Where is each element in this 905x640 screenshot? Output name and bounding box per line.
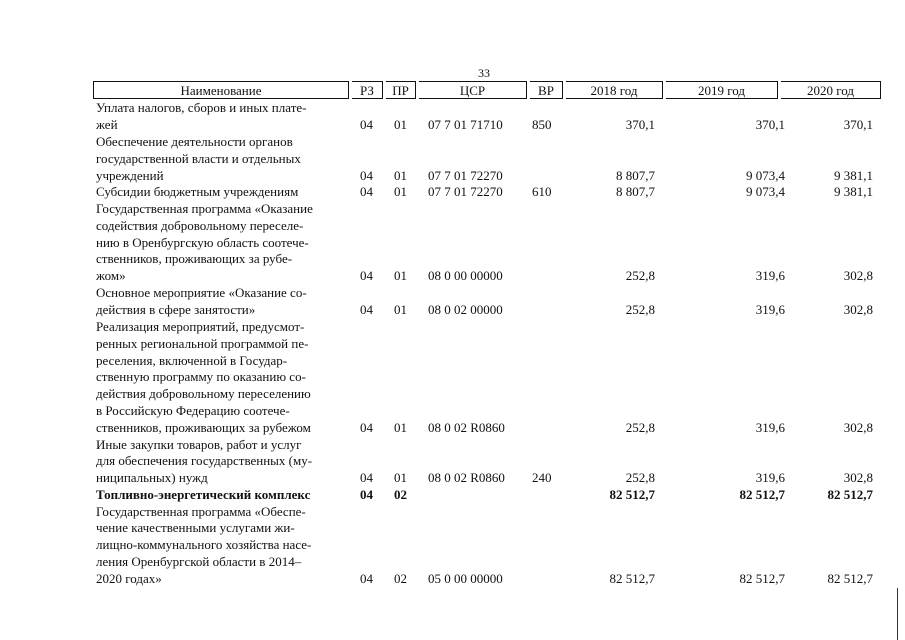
row-name: Государственная программа «Оказание содействия добровольному переселе- нию в Оренбургскую область соотече- ственников, проживающих за рубе- жом» (96, 201, 313, 284)
row-pr: 01 (394, 167, 407, 183)
row-pr: 01 (394, 419, 407, 435)
row-2018: 252,8 (625, 419, 655, 435)
scan-edge-divider (897, 588, 898, 640)
header-csr: ЦСР (419, 81, 527, 99)
header-vr: ВР (530, 81, 563, 99)
row-name: Обеспечение деятельности органов государственной власти и отдельных учреждений (96, 134, 301, 183)
row-name: Топливно-энергетический комплекс (96, 486, 311, 502)
row-2018: 252,8 (625, 268, 655, 284)
row-rz: 04 (360, 167, 373, 183)
row-name: Реализация мероприятий, предусмот- ренных региональной программой пе- реселения, включенной в Государ- ственную программу по оказанию со- действия добровольному переселению в Российскую Федерацию соотече- ственников, проживающих за рубежом (96, 319, 311, 435)
row-2019: 319,6 (755, 268, 785, 284)
row-2018: 370,1 (625, 116, 655, 132)
row-rz: 04 (360, 116, 373, 132)
row-2018: 252,8 (625, 470, 655, 486)
row-rz: 04 (360, 268, 373, 284)
row-pr: 01 (394, 268, 407, 284)
table-header (0, 81, 905, 101)
row-name: Иные закупки товаров, работ и услуг для обеспечения государственных (му- ниципальных) нужд (96, 436, 313, 486)
row-pr: 01 (394, 470, 407, 486)
row-csr: 08 0 02 R0860 (428, 419, 505, 435)
header-2020: 2020 год (781, 81, 881, 99)
row-csr: 07 7 01 72270 (428, 184, 503, 199)
row-name: Государственная программа «Обеспе- чение качественными услугами жи- лищно-коммунального хозяйства насе- ления Оренбургской области в 2014– 2020 годах» (96, 503, 312, 586)
row-2018: 252,8 (625, 301, 655, 317)
row-2019: 82 512,7 (739, 570, 785, 586)
row-2019: 9 073,4 (746, 167, 785, 183)
page-number: 33 (478, 66, 490, 80)
row-2020: 370,1 (843, 116, 873, 132)
row-2018: 8 807,7 (616, 184, 655, 199)
header-rz: РЗ (352, 81, 383, 99)
row-2018: 82 512,7 (609, 486, 655, 502)
row-csr: 07 7 01 71710 (428, 116, 503, 132)
row-2019: 82 512,7 (739, 486, 785, 502)
row-rz: 04 (360, 486, 373, 502)
row-name: Уплата налогов, сборов и иных плате- жей (96, 100, 307, 132)
row-csr: 08 0 02 00000 (428, 301, 503, 317)
row-rz: 04 (360, 184, 373, 199)
row-rz: 04 (360, 570, 373, 586)
row-2019: 319,6 (755, 301, 785, 317)
header-pr: ПР (386, 81, 416, 99)
row-2020: 302,8 (843, 301, 873, 317)
row-2020: 82 512,7 (827, 570, 873, 586)
row-pr: 01 (394, 301, 407, 317)
header-2019: 2019 год (666, 81, 778, 99)
row-vr: 850 (532, 116, 552, 132)
row-2020: 82 512,7 (827, 486, 873, 502)
row-name: Субсидии бюджетным учреждениям (96, 184, 299, 199)
row-rz: 04 (360, 419, 373, 435)
row-2020: 302,8 (843, 268, 873, 284)
row-rz: 04 (360, 470, 373, 486)
row-2018: 82 512,7 (609, 570, 655, 586)
row-2019: 370,1 (755, 116, 785, 132)
row-pr: 01 (394, 184, 407, 199)
row-pr: 02 (394, 570, 407, 586)
header-name: Наименование (93, 81, 349, 99)
row-2019: 319,6 (755, 419, 785, 435)
row-2019: 9 073,4 (746, 184, 785, 199)
row-pr: 01 (394, 116, 407, 132)
row-csr: 07 7 01 72270 (428, 167, 503, 183)
header-2018: 2018 год (566, 81, 663, 99)
row-2020: 302,8 (843, 419, 873, 435)
row-2018: 8 807,7 (616, 167, 655, 183)
row-csr: 08 0 00 00000 (428, 268, 503, 284)
row-rz: 04 (360, 301, 373, 317)
row-pr: 02 (394, 486, 407, 502)
row-vr: 240 (532, 470, 552, 486)
row-2019: 319,6 (755, 470, 785, 486)
row-csr: 05 0 00 00000 (428, 570, 503, 586)
row-2020: 302,8 (843, 470, 873, 486)
row-2020: 9 381,1 (834, 184, 873, 199)
row-name: Основное мероприятие «Оказание со- действия в сфере занятости» (96, 285, 307, 317)
row-csr: 08 0 02 R0860 (428, 470, 505, 486)
row-2020: 9 381,1 (834, 167, 873, 183)
row-vr: 610 (532, 184, 552, 199)
